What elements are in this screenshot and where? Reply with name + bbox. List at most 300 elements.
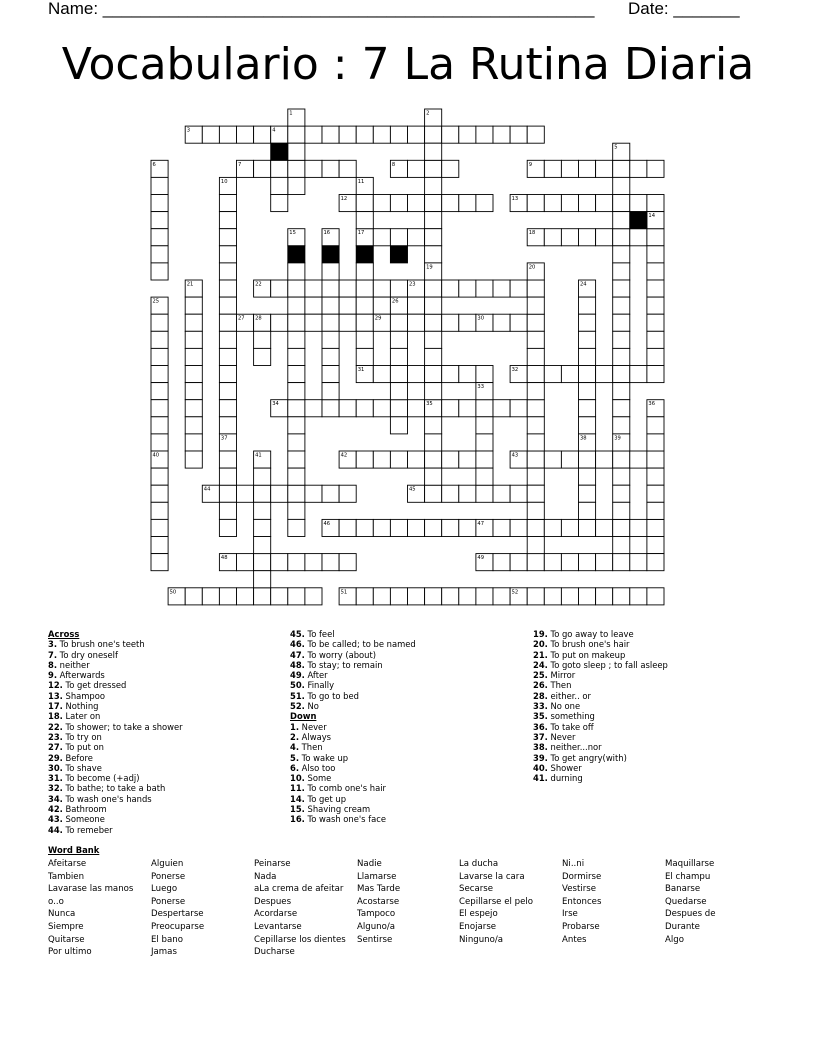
grid-cell[interactable] bbox=[476, 195, 493, 212]
grid-cell[interactable] bbox=[647, 502, 664, 519]
grid-cell[interactable] bbox=[425, 263, 442, 280]
grid-cell[interactable] bbox=[254, 502, 271, 519]
grid-cell[interactable] bbox=[647, 297, 664, 314]
grid-cell[interactable] bbox=[613, 160, 630, 177]
grid-cell[interactable] bbox=[339, 451, 356, 468]
grid-cell[interactable] bbox=[510, 126, 527, 143]
grid-cell[interactable] bbox=[647, 366, 664, 383]
grid-cell[interactable] bbox=[425, 434, 442, 451]
grid-cell[interactable] bbox=[476, 451, 493, 468]
grid-cell[interactable] bbox=[288, 383, 305, 400]
grid-cell[interactable] bbox=[390, 160, 407, 177]
grid-cell[interactable] bbox=[322, 400, 339, 417]
grid-cell[interactable] bbox=[288, 160, 305, 177]
grid-cell[interactable] bbox=[390, 297, 407, 314]
grid-cell[interactable] bbox=[459, 314, 476, 331]
grid-cell[interactable] bbox=[408, 280, 425, 297]
grid-cell[interactable] bbox=[561, 451, 578, 468]
grid-cell[interactable] bbox=[442, 314, 459, 331]
grid-cell[interactable] bbox=[579, 417, 596, 434]
grid-cell[interactable] bbox=[442, 588, 459, 605]
grid-cell[interactable] bbox=[561, 160, 578, 177]
grid-cell[interactable] bbox=[561, 588, 578, 605]
grid-cell[interactable] bbox=[476, 366, 493, 383]
grid-cell[interactable] bbox=[219, 177, 236, 194]
grid-cell[interactable] bbox=[647, 451, 664, 468]
grid-cell[interactable] bbox=[254, 571, 271, 588]
grid-cell[interactable] bbox=[390, 383, 407, 400]
grid-cell[interactable] bbox=[271, 588, 288, 605]
grid-cell[interactable] bbox=[151, 519, 168, 536]
grid-cell[interactable] bbox=[408, 195, 425, 212]
grid-cell[interactable] bbox=[527, 400, 544, 417]
grid-cell[interactable] bbox=[305, 297, 322, 314]
grid-cell[interactable] bbox=[579, 160, 596, 177]
grid-cell[interactable] bbox=[596, 160, 613, 177]
grid-cell[interactable] bbox=[613, 417, 630, 434]
grid-cell[interactable] bbox=[613, 383, 630, 400]
grid-cell[interactable] bbox=[219, 554, 236, 571]
grid-cell[interactable] bbox=[356, 229, 373, 246]
grid-cell[interactable] bbox=[339, 485, 356, 502]
grid-cell[interactable] bbox=[390, 588, 407, 605]
grid-cell[interactable] bbox=[442, 519, 459, 536]
grid-cell[interactable] bbox=[288, 451, 305, 468]
grid-cell[interactable] bbox=[288, 400, 305, 417]
grid-cell[interactable] bbox=[254, 485, 271, 502]
grid-cell[interactable] bbox=[510, 588, 527, 605]
grid-cell[interactable] bbox=[271, 485, 288, 502]
grid-cell[interactable] bbox=[151, 229, 168, 246]
grid-cell[interactable] bbox=[219, 331, 236, 348]
grid-cell[interactable] bbox=[390, 400, 407, 417]
grid-cell[interactable] bbox=[339, 314, 356, 331]
grid-cell[interactable] bbox=[425, 160, 442, 177]
grid-cell[interactable] bbox=[527, 160, 544, 177]
grid-cell[interactable] bbox=[476, 588, 493, 605]
grid-cell[interactable] bbox=[219, 383, 236, 400]
grid-cell[interactable] bbox=[339, 126, 356, 143]
grid-cell[interactable] bbox=[373, 297, 390, 314]
grid-cell[interactable] bbox=[527, 314, 544, 331]
grid-cell[interactable] bbox=[185, 366, 202, 383]
grid-cell[interactable] bbox=[185, 314, 202, 331]
grid-cell[interactable] bbox=[322, 314, 339, 331]
grid-cell[interactable] bbox=[151, 331, 168, 348]
grid-cell[interactable] bbox=[544, 366, 561, 383]
grid-cell[interactable] bbox=[647, 246, 664, 263]
grid-cell[interactable] bbox=[254, 451, 271, 468]
grid-cell[interactable] bbox=[408, 519, 425, 536]
grid-cell[interactable] bbox=[647, 485, 664, 502]
grid-cell[interactable] bbox=[544, 451, 561, 468]
grid-cell[interactable] bbox=[408, 229, 425, 246]
grid-cell[interactable] bbox=[356, 400, 373, 417]
grid-cell[interactable] bbox=[219, 366, 236, 383]
grid-cell[interactable] bbox=[271, 160, 288, 177]
grid-cell[interactable] bbox=[219, 417, 236, 434]
grid-cell[interactable] bbox=[151, 434, 168, 451]
grid-cell[interactable] bbox=[322, 126, 339, 143]
grid-cell[interactable] bbox=[493, 126, 510, 143]
grid-cell[interactable] bbox=[356, 366, 373, 383]
grid-cell[interactable] bbox=[510, 554, 527, 571]
grid-cell[interactable] bbox=[613, 177, 630, 194]
grid-cell[interactable] bbox=[442, 195, 459, 212]
grid-cell[interactable] bbox=[219, 588, 236, 605]
grid-cell[interactable] bbox=[339, 195, 356, 212]
grid-cell[interactable] bbox=[408, 160, 425, 177]
grid-cell[interactable] bbox=[271, 195, 288, 212]
grid-cell[interactable] bbox=[579, 451, 596, 468]
grid-cell[interactable] bbox=[288, 280, 305, 297]
grid-cell[interactable] bbox=[288, 331, 305, 348]
grid-cell[interactable] bbox=[356, 519, 373, 536]
grid-cell[interactable] bbox=[442, 451, 459, 468]
grid-cell[interactable] bbox=[356, 177, 373, 194]
grid-cell[interactable] bbox=[408, 314, 425, 331]
grid-cell[interactable] bbox=[271, 314, 288, 331]
grid-cell[interactable] bbox=[613, 280, 630, 297]
grid-cell[interactable] bbox=[305, 314, 322, 331]
grid-cell[interactable] bbox=[493, 554, 510, 571]
grid-cell[interactable] bbox=[390, 417, 407, 434]
grid-cell[interactable] bbox=[476, 126, 493, 143]
grid-cell[interactable] bbox=[613, 485, 630, 502]
grid-cell[interactable] bbox=[459, 366, 476, 383]
grid-cell[interactable] bbox=[305, 160, 322, 177]
grid-cell[interactable] bbox=[151, 537, 168, 554]
grid-cell[interactable] bbox=[647, 195, 664, 212]
grid-cell[interactable] bbox=[288, 263, 305, 280]
grid-cell[interactable] bbox=[288, 177, 305, 194]
grid-cell[interactable] bbox=[527, 434, 544, 451]
grid-cell[interactable] bbox=[322, 554, 339, 571]
grid-cell[interactable] bbox=[390, 195, 407, 212]
grid-cell[interactable] bbox=[613, 246, 630, 263]
grid-cell[interactable] bbox=[579, 519, 596, 536]
grid-cell[interactable] bbox=[219, 263, 236, 280]
grid-cell[interactable] bbox=[254, 331, 271, 348]
grid-cell[interactable] bbox=[425, 126, 442, 143]
grid-cell[interactable] bbox=[442, 126, 459, 143]
grid-cell[interactable] bbox=[425, 468, 442, 485]
grid-cell[interactable] bbox=[202, 485, 219, 502]
grid-cell[interactable] bbox=[151, 554, 168, 571]
grid-cell[interactable] bbox=[510, 485, 527, 502]
grid-cell[interactable] bbox=[185, 400, 202, 417]
grid-cell[interactable] bbox=[390, 348, 407, 365]
grid-cell[interactable] bbox=[408, 400, 425, 417]
grid-cell[interactable] bbox=[442, 280, 459, 297]
grid-cell[interactable] bbox=[271, 126, 288, 143]
grid-cell[interactable] bbox=[510, 400, 527, 417]
grid-cell[interactable] bbox=[561, 366, 578, 383]
grid-cell[interactable] bbox=[630, 451, 647, 468]
grid-cell[interactable] bbox=[185, 280, 202, 297]
grid-cell[interactable] bbox=[613, 434, 630, 451]
grid-cell[interactable] bbox=[613, 331, 630, 348]
grid-cell[interactable] bbox=[613, 537, 630, 554]
grid-cell[interactable] bbox=[579, 502, 596, 519]
grid-cell[interactable] bbox=[425, 314, 442, 331]
grid-cell[interactable] bbox=[151, 246, 168, 263]
grid-cell[interactable] bbox=[373, 229, 390, 246]
grid-cell[interactable] bbox=[579, 366, 596, 383]
grid-cell[interactable] bbox=[288, 554, 305, 571]
grid-cell[interactable] bbox=[527, 280, 544, 297]
grid-cell[interactable] bbox=[185, 434, 202, 451]
grid-cell[interactable] bbox=[151, 212, 168, 229]
grid-cell[interactable] bbox=[647, 280, 664, 297]
grid-cell[interactable] bbox=[579, 400, 596, 417]
grid-cell[interactable] bbox=[356, 280, 373, 297]
grid-cell[interactable] bbox=[647, 212, 664, 229]
grid-cell[interactable] bbox=[544, 588, 561, 605]
grid-cell[interactable] bbox=[288, 366, 305, 383]
grid-cell[interactable] bbox=[596, 451, 613, 468]
grid-cell[interactable] bbox=[613, 195, 630, 212]
grid-cell[interactable] bbox=[442, 400, 459, 417]
grid-cell[interactable] bbox=[579, 348, 596, 365]
grid-cell[interactable] bbox=[630, 588, 647, 605]
grid-cell[interactable] bbox=[408, 451, 425, 468]
grid-cell[interactable] bbox=[219, 246, 236, 263]
grid-cell[interactable] bbox=[425, 297, 442, 314]
grid-cell[interactable] bbox=[425, 588, 442, 605]
grid-cell[interactable] bbox=[544, 554, 561, 571]
grid-cell[interactable] bbox=[425, 400, 442, 417]
grid-cell[interactable] bbox=[630, 229, 647, 246]
grid-cell[interactable] bbox=[185, 451, 202, 468]
grid-cell[interactable] bbox=[613, 400, 630, 417]
grid-cell[interactable] bbox=[561, 195, 578, 212]
grid-cell[interactable] bbox=[647, 160, 664, 177]
grid-cell[interactable] bbox=[151, 485, 168, 502]
grid-cell[interactable] bbox=[425, 246, 442, 263]
grid-cell[interactable] bbox=[151, 348, 168, 365]
grid-cell[interactable] bbox=[476, 434, 493, 451]
grid-cell[interactable] bbox=[613, 263, 630, 280]
grid-cell[interactable] bbox=[408, 126, 425, 143]
grid-cell[interactable] bbox=[561, 229, 578, 246]
grid-cell[interactable] bbox=[356, 126, 373, 143]
grid-cell[interactable] bbox=[288, 417, 305, 434]
grid-cell[interactable] bbox=[493, 588, 510, 605]
grid-cell[interactable] bbox=[613, 519, 630, 536]
grid-cell[interactable] bbox=[527, 348, 544, 365]
grid-cell[interactable] bbox=[544, 160, 561, 177]
grid-cell[interactable] bbox=[219, 468, 236, 485]
grid-cell[interactable] bbox=[442, 160, 459, 177]
grid-cell[interactable] bbox=[561, 519, 578, 536]
grid-cell[interactable] bbox=[425, 519, 442, 536]
grid-cell[interactable] bbox=[339, 297, 356, 314]
grid-cell[interactable] bbox=[630, 519, 647, 536]
grid-cell[interactable] bbox=[579, 468, 596, 485]
grid-cell[interactable] bbox=[527, 417, 544, 434]
grid-cell[interactable] bbox=[459, 195, 476, 212]
grid-cell[interactable] bbox=[459, 485, 476, 502]
grid-cell[interactable] bbox=[459, 400, 476, 417]
grid-cell[interactable] bbox=[459, 451, 476, 468]
grid-cell[interactable] bbox=[476, 485, 493, 502]
grid-cell[interactable] bbox=[322, 348, 339, 365]
grid-cell[interactable] bbox=[579, 588, 596, 605]
grid-cell[interactable] bbox=[288, 314, 305, 331]
grid-cell[interactable] bbox=[151, 502, 168, 519]
grid-cell[interactable] bbox=[647, 263, 664, 280]
grid-cell[interactable] bbox=[613, 212, 630, 229]
grid-cell[interactable] bbox=[579, 280, 596, 297]
grid-cell[interactable] bbox=[647, 519, 664, 536]
grid-cell[interactable] bbox=[390, 280, 407, 297]
grid-cell[interactable] bbox=[647, 588, 664, 605]
grid-cell[interactable] bbox=[647, 554, 664, 571]
grid-cell[interactable] bbox=[596, 588, 613, 605]
grid-cell[interactable] bbox=[647, 229, 664, 246]
grid-cell[interactable] bbox=[613, 314, 630, 331]
grid-cell[interactable] bbox=[271, 280, 288, 297]
grid-cell[interactable] bbox=[647, 348, 664, 365]
grid-cell[interactable] bbox=[630, 160, 647, 177]
grid-cell[interactable] bbox=[476, 400, 493, 417]
grid-cell[interactable] bbox=[373, 588, 390, 605]
grid-cell[interactable] bbox=[613, 588, 630, 605]
grid-cell[interactable] bbox=[493, 280, 510, 297]
grid-cell[interactable] bbox=[288, 588, 305, 605]
grid-cell[interactable] bbox=[579, 195, 596, 212]
grid-cell[interactable] bbox=[425, 451, 442, 468]
grid-cell[interactable] bbox=[288, 348, 305, 365]
grid-cell[interactable] bbox=[527, 331, 544, 348]
grid-cell[interactable] bbox=[408, 588, 425, 605]
grid-cell[interactable] bbox=[151, 417, 168, 434]
grid-cell[interactable] bbox=[237, 588, 254, 605]
grid-cell[interactable] bbox=[254, 519, 271, 536]
grid-cell[interactable] bbox=[356, 297, 373, 314]
grid-cell[interactable] bbox=[425, 417, 442, 434]
grid-cell[interactable] bbox=[527, 229, 544, 246]
grid-cell[interactable] bbox=[510, 366, 527, 383]
grid-cell[interactable] bbox=[237, 314, 254, 331]
grid-cell[interactable] bbox=[527, 126, 544, 143]
grid-cell[interactable] bbox=[288, 485, 305, 502]
grid-cell[interactable] bbox=[390, 366, 407, 383]
grid-cell[interactable] bbox=[425, 485, 442, 502]
grid-cell[interactable] bbox=[219, 519, 236, 536]
grid-cell[interactable] bbox=[425, 177, 442, 194]
grid-cell[interactable] bbox=[630, 195, 647, 212]
grid-cell[interactable] bbox=[322, 331, 339, 348]
grid-cell[interactable] bbox=[476, 280, 493, 297]
grid-cell[interactable] bbox=[288, 126, 305, 143]
grid-cell[interactable] bbox=[219, 212, 236, 229]
grid-cell[interactable] bbox=[322, 160, 339, 177]
grid-cell[interactable] bbox=[510, 195, 527, 212]
grid-cell[interactable] bbox=[322, 485, 339, 502]
grid-cell[interactable] bbox=[373, 314, 390, 331]
grid-cell[interactable] bbox=[219, 314, 236, 331]
grid-cell[interactable] bbox=[288, 502, 305, 519]
grid-cell[interactable] bbox=[647, 314, 664, 331]
grid-cell[interactable] bbox=[510, 280, 527, 297]
grid-cell[interactable] bbox=[356, 314, 373, 331]
grid-cell[interactable] bbox=[373, 126, 390, 143]
grid-cell[interactable] bbox=[527, 502, 544, 519]
grid-cell[interactable] bbox=[476, 554, 493, 571]
grid-cell[interactable] bbox=[322, 366, 339, 383]
grid-cell[interactable] bbox=[322, 263, 339, 280]
grid-cell[interactable] bbox=[476, 519, 493, 536]
grid-cell[interactable] bbox=[630, 554, 647, 571]
grid-cell[interactable] bbox=[579, 383, 596, 400]
grid-cell[interactable] bbox=[322, 297, 339, 314]
grid-cell[interactable] bbox=[408, 297, 425, 314]
grid-cell[interactable] bbox=[596, 554, 613, 571]
grid-cell[interactable] bbox=[390, 314, 407, 331]
grid-cell[interactable] bbox=[271, 554, 288, 571]
grid-cell[interactable] bbox=[647, 434, 664, 451]
grid-cell[interactable] bbox=[425, 195, 442, 212]
grid-cell[interactable] bbox=[254, 314, 271, 331]
grid-cell[interactable] bbox=[510, 314, 527, 331]
grid-cell[interactable] bbox=[493, 314, 510, 331]
grid-cell[interactable] bbox=[185, 348, 202, 365]
grid-cell[interactable] bbox=[425, 280, 442, 297]
grid-cell[interactable] bbox=[151, 160, 168, 177]
grid-cell[interactable] bbox=[202, 126, 219, 143]
grid-cell[interactable] bbox=[254, 280, 271, 297]
grid-cell[interactable] bbox=[305, 280, 322, 297]
grid-cell[interactable] bbox=[373, 400, 390, 417]
grid-cell[interactable] bbox=[185, 331, 202, 348]
grid-cell[interactable] bbox=[459, 280, 476, 297]
grid-cell[interactable] bbox=[647, 417, 664, 434]
grid-cell[interactable] bbox=[493, 485, 510, 502]
grid-cell[interactable] bbox=[254, 554, 271, 571]
grid-cell[interactable] bbox=[527, 485, 544, 502]
grid-cell[interactable] bbox=[510, 519, 527, 536]
grid-cell[interactable] bbox=[442, 485, 459, 502]
grid-cell[interactable] bbox=[356, 195, 373, 212]
grid-cell[interactable] bbox=[613, 468, 630, 485]
grid-cell[interactable] bbox=[356, 348, 373, 365]
grid-cell[interactable] bbox=[544, 195, 561, 212]
grid-cell[interactable] bbox=[373, 280, 390, 297]
grid-cell[interactable] bbox=[237, 554, 254, 571]
grid-cell[interactable] bbox=[596, 519, 613, 536]
grid-cell[interactable] bbox=[305, 588, 322, 605]
grid-cell[interactable] bbox=[339, 588, 356, 605]
grid-cell[interactable] bbox=[339, 400, 356, 417]
grid-cell[interactable] bbox=[202, 588, 219, 605]
grid-cell[interactable] bbox=[271, 177, 288, 194]
grid-cell[interactable] bbox=[219, 195, 236, 212]
grid-cell[interactable] bbox=[579, 554, 596, 571]
grid-cell[interactable] bbox=[459, 588, 476, 605]
grid-cell[interactable] bbox=[219, 485, 236, 502]
grid-cell[interactable] bbox=[527, 195, 544, 212]
grid-cell[interactable] bbox=[339, 519, 356, 536]
grid-cell[interactable] bbox=[425, 348, 442, 365]
grid-cell[interactable] bbox=[288, 434, 305, 451]
grid-cell[interactable] bbox=[339, 554, 356, 571]
grid-cell[interactable] bbox=[254, 126, 271, 143]
grid-cell[interactable] bbox=[237, 126, 254, 143]
grid-cell[interactable] bbox=[579, 331, 596, 348]
grid-cell[interactable] bbox=[613, 348, 630, 365]
